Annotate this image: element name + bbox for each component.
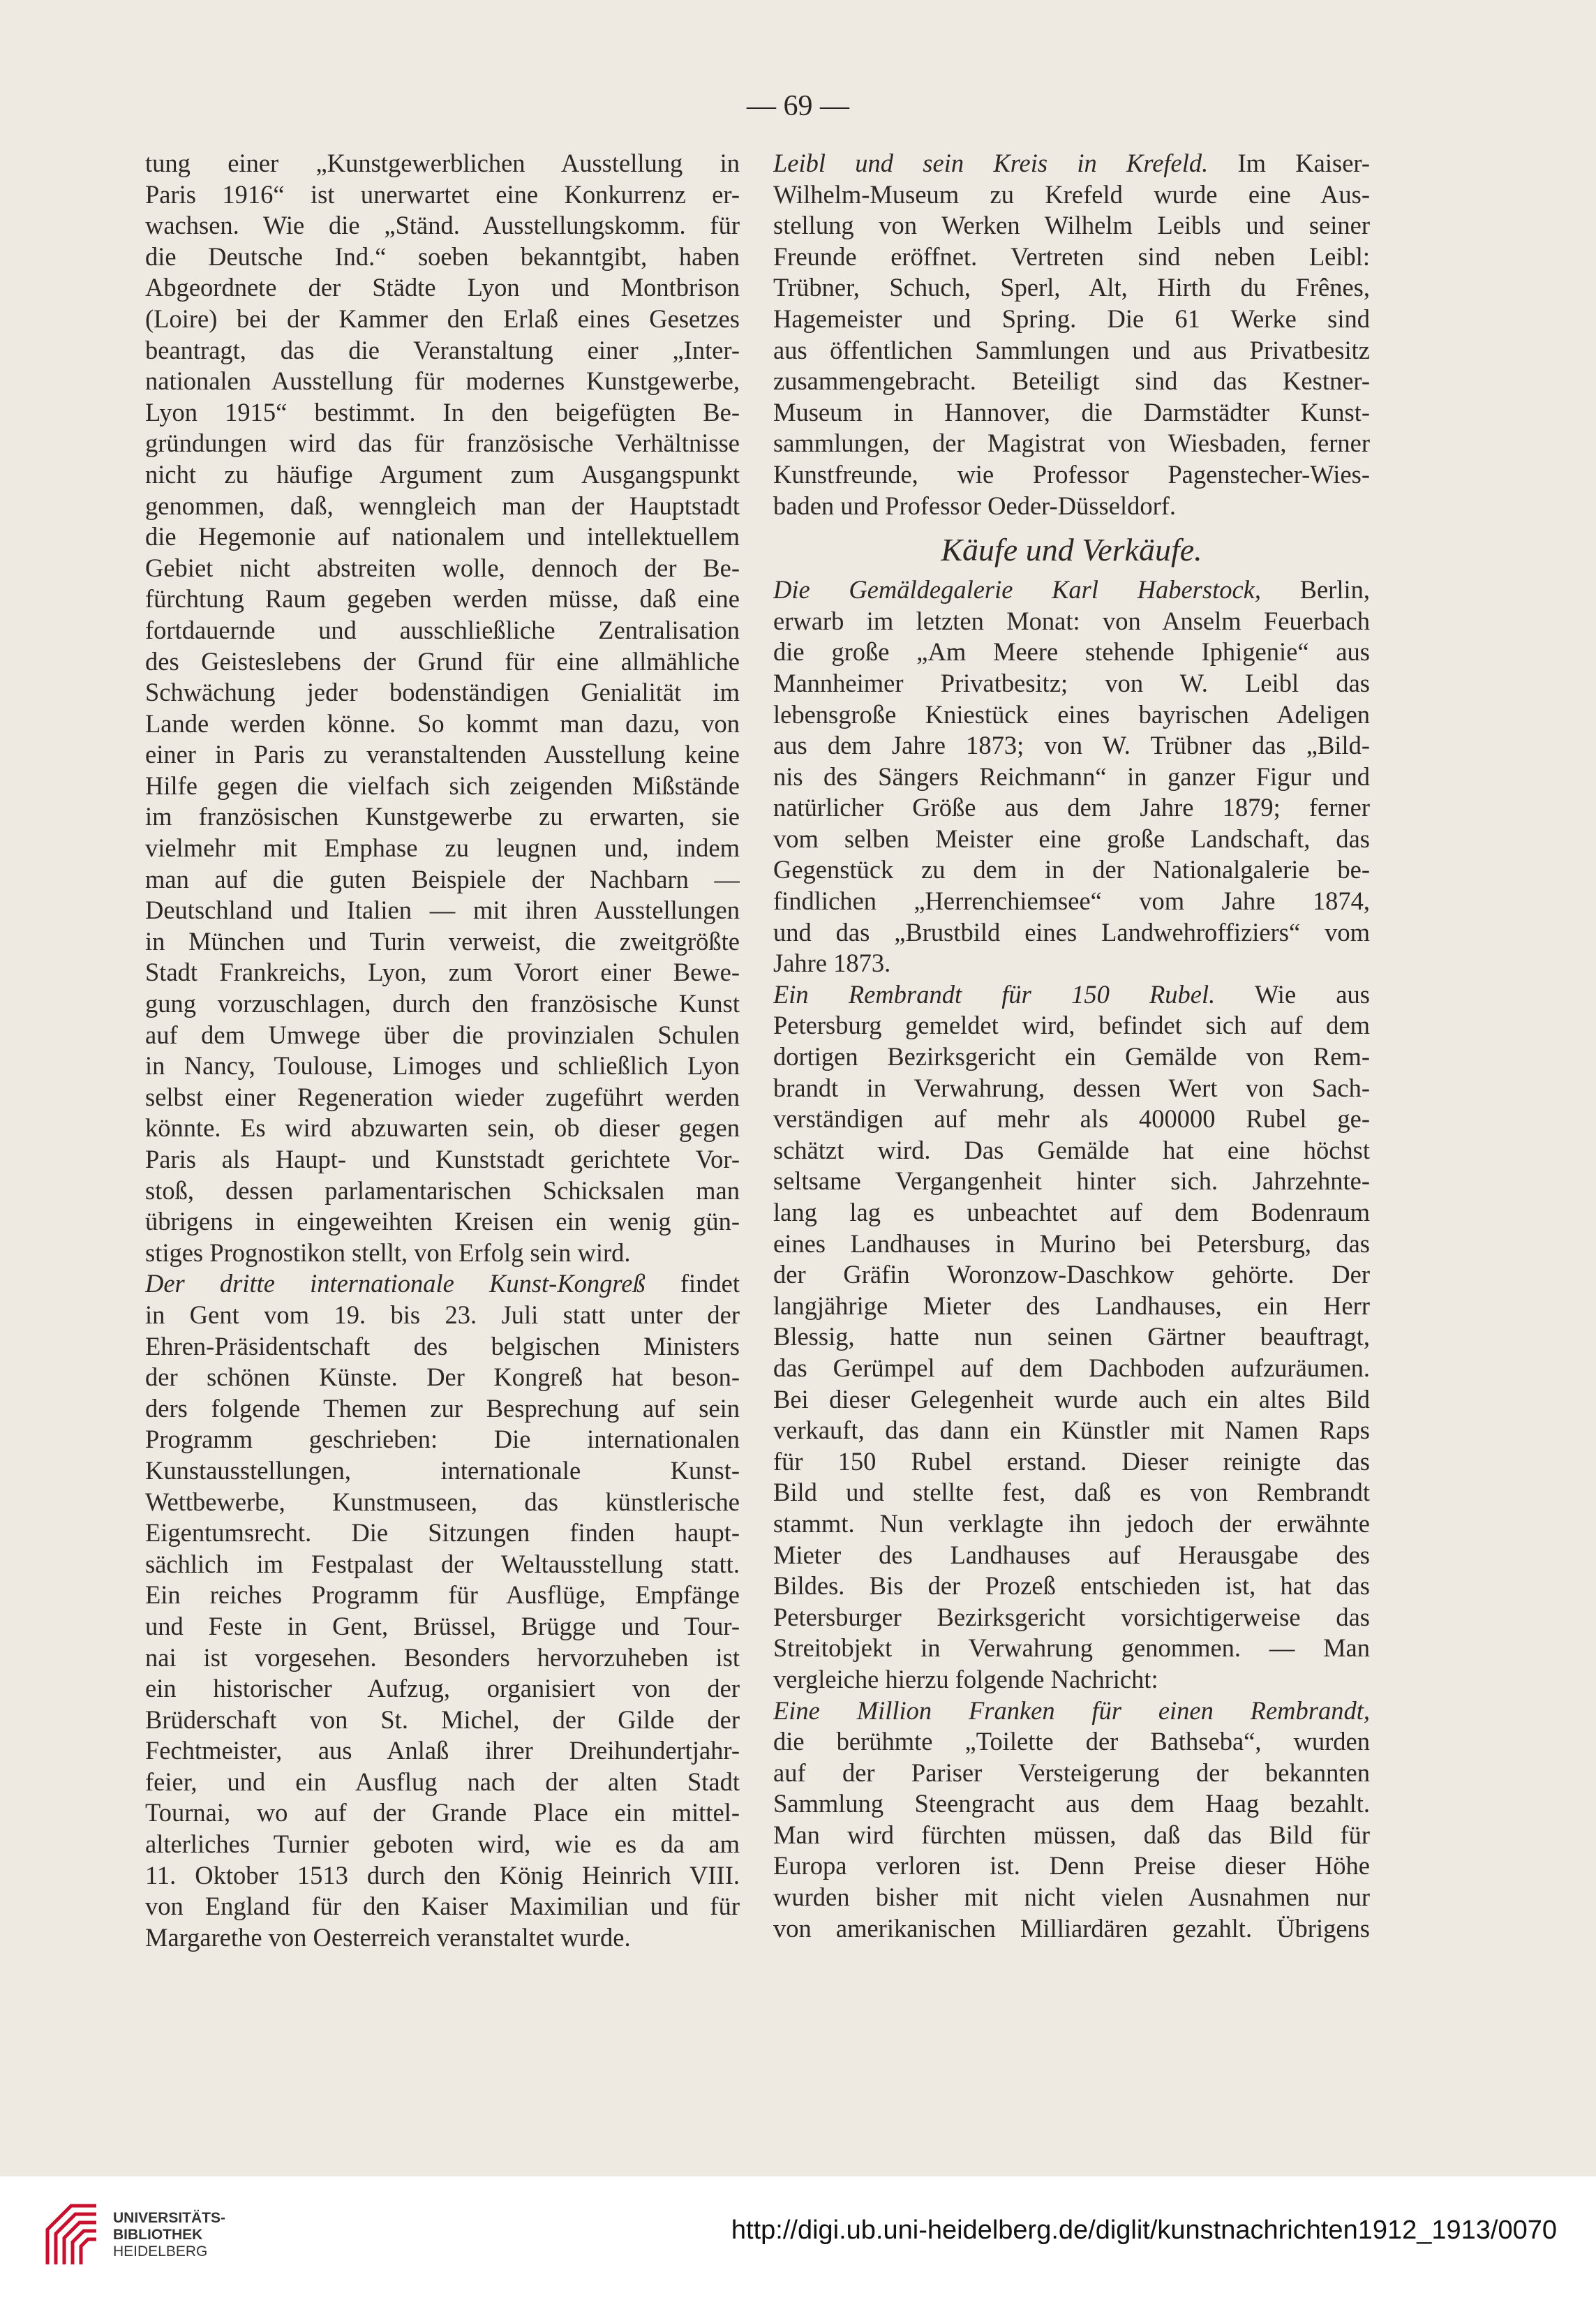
text-line: Leibl und sein Kreis in Krefeld. Im Kaiser-: [773, 149, 1370, 177]
text-line: tung einer „Kunstgewerblichen Ausstellung in: [145, 149, 740, 177]
article-lead-title: Ein Rembrandt für 150 Rubel.: [773, 979, 1216, 1009]
text-line: Die Gemäldegalerie Karl Haberstock, Berlin,: [773, 575, 1370, 604]
text-line: Bildes. Bis der Prozeß entschieden ist, hat das: [773, 1571, 1370, 1601]
text-line: lebensgroße Kniestück eines bayrischen Adeligen: [773, 699, 1370, 729]
text-line: Abgeordnete der Städte Lyon und Montbrison: [145, 273, 740, 302]
text-line: Museum in Hannover, die Darmstädter Kunst-: [773, 397, 1370, 426]
text-line: und das „Brustbild eines Landwehroffiziers“ vom: [773, 917, 1370, 947]
library-name: [113, 2210, 225, 2260]
text-line: gründungen wird das für französische Verhältnisse: [145, 429, 740, 458]
text-line: Ein reiches Programm für Ausflüge, Empfänge: [145, 1580, 740, 1610]
text-line: Paris als Haupt- und Kunststadt gerichtete Vor-: [145, 1145, 740, 1173]
ub-heidelberg-logo-icon: [43, 2202, 100, 2269]
text-line: Lande werden könne. So kommt man dazu, von: [145, 708, 740, 738]
text-line: die berühmte „Toilette der Bathseba“, wurden: [773, 1727, 1370, 1756]
text-line: Mannheimer Privatbesitz; von W. Leibl das: [773, 668, 1370, 697]
footer-bar: [0, 2176, 1596, 2300]
article-lead-title: Leibl und sein Kreis in Krefeld.: [773, 149, 1209, 177]
text-line: Schwächung jeder bodenständigen Genialität im: [145, 678, 740, 707]
text-line: stellung von Werken Wilhelm Leibls und seiner: [773, 211, 1370, 240]
library-name-line-1: UNIVERSITÄTS-: [113, 2210, 226, 2226]
library-name-line-2: BIBLIOTHEK: [113, 2227, 203, 2243]
text-line: alterliches Turnier geboten wird, wie es da am: [145, 1830, 740, 1859]
text-line: Hagemeister und Spring. Die 61 Werke sind: [773, 304, 1370, 333]
text-line: seltsame Vergangenheit hinter sich. Jahrzehnte-: [773, 1166, 1370, 1196]
text-line: die große „Am Meere stehende Iphigenie“ aus: [773, 637, 1370, 667]
text-line: man auf die guten Beispiele der Nachbarn —: [145, 864, 740, 893]
text-line: Stadt Frankreichs, Lyon, zum Vorort einer Bewe-: [145, 958, 740, 987]
text-line: fortdauernde und ausschließliche Zentralisation: [145, 615, 740, 644]
text-line: Blessig, hatte nun seinen Gärtner beauftragt,: [773, 1322, 1370, 1351]
text-line: langjährige Mieter des Landhauses, ein Herr: [773, 1291, 1370, 1320]
text-line: genommen, daß, wenngleich man der Hauptstadt: [145, 491, 740, 520]
article-lead-title: Eine Million Franken für einen Rembrandt,: [773, 1696, 1370, 1725]
page-number: — 69 —: [747, 90, 849, 122]
text-line: vergleiche hierzu folgende Nachricht:: [773, 1664, 1158, 1693]
library-name-line-3: HEIDELBERG: [113, 2243, 208, 2260]
text-line: verständigen auf mehr als 400000 Rubel ge-: [773, 1104, 1370, 1134]
text-line: Paris 1916“ ist unerwartet eine Konkurrenz er-: [145, 179, 740, 209]
text-line: Eigentumsrecht. Die Sitzungen finden haupt-: [145, 1518, 740, 1548]
text-line: vom selben Meister eine große Landschaft, das: [773, 824, 1370, 853]
text-line: 11. Oktober 1513 durch den König Heinrich VIII.: [145, 1860, 740, 1890]
text-line: Lyon 1915“ bestimmt. In den beigefügten Be-: [145, 397, 740, 426]
text-line: (Loire) bei der Kammer den Erlaß eines Gesetzes: [145, 304, 740, 333]
text-line: Bild und stellte fest, daß es von Rembrandt: [773, 1478, 1370, 1507]
text-line: wachsen. Wie die „Ständ. Ausstellungskomm. für: [145, 211, 740, 240]
text-line: nationalen Ausstellung für modernes Kunstgewerbe,: [145, 366, 740, 396]
text-line: Freunde eröffnet. Vertreten sind neben Leibl:: [773, 242, 1370, 271]
text-line: Bei dieser Gelegenheit wurde auch ein altes Bild: [773, 1384, 1370, 1414]
source-url-link[interactable]: http://digi.ub.uni-heidelberg.de/diglit/kunstnachrichten1912_1913/0070: [731, 2216, 1557, 2245]
text-line: nai ist vorgesehen. Besonders hervorzuheben ist: [145, 1642, 740, 1672]
text-line: in Nancy, Toulouse, Limoges und schließlich Lyon: [145, 1051, 740, 1081]
article-lead-title: Die Gemäldegalerie Karl Haberstock,: [773, 575, 1262, 604]
text-line: Kunstfreunde, wie Professor Pagenstecher-Wies-: [773, 459, 1370, 489]
text-line: nis des Sängers Reichmann“ in ganzer Figur und: [773, 762, 1370, 791]
text-line: verkauft, das dann ein Künstler mit Namen Raps: [773, 1416, 1370, 1445]
text-line: Man wird fürchten müssen, daß das Bild für: [773, 1820, 1370, 1849]
text-line: Tournai, wo auf der Grande Place ein mittel-: [145, 1798, 740, 1827]
text-line: natürlicher Größe aus dem Jahre 1879; ferner: [773, 793, 1370, 822]
text-line: Ehren-Präsidentschaft des belgischen Ministers: [145, 1331, 740, 1360]
text-line: [773, 1696, 1370, 1727]
text-line: erwarb im letzten Monat: von Anselm Feuerbach: [773, 606, 1370, 635]
text-line: die Hegemonie auf nationalem und intellektuellem: [145, 522, 740, 551]
text-line: Europa verloren ist. Denn Preise dieser Höhe: [773, 1851, 1370, 1880]
text-line: auf der Pariser Versteigerung der bekannten: [773, 1758, 1370, 1787]
text-line: Margarethe von Oesterreich veranstaltet wurde.: [145, 1922, 631, 1952]
text-line: die Deutsche Ind.“ soeben bekanntgibt, haben: [145, 242, 740, 271]
text-line: lang lag es unbeachtet auf dem Bodenraum: [773, 1198, 1370, 1226]
text-line: von amerikanischen Milliardären gezahlt. Übrigens: [773, 1913, 1370, 1943]
text-line: beantragt, das die Veranstaltung einer „Inter-: [145, 335, 740, 364]
text-line: stammt. Nun verklagte ihn jedoch der erwähnte: [773, 1508, 1370, 1538]
text-line: Gebiet nicht abstreiten wolle, dennoch der Be-: [145, 553, 740, 582]
text-line: der Gräfin Woronzow-Daschkow gehörte. Der: [773, 1260, 1370, 1289]
text-line: fürchtung Raum gegeben werden müsse, daß eine: [145, 584, 740, 614]
text-line: Petersburg gemeldet wird, befindet sich auf dem: [773, 1011, 1370, 1040]
text-line: Ein Rembrandt für 150 Rubel. Wie aus: [773, 979, 1370, 1009]
article-lead-title: Der dritte internationale Kunst-Kongreß: [145, 1269, 646, 1298]
text-line: Deutschland und Italien — mit ihren Ausstellungen: [145, 896, 740, 925]
text-line: in Gent vom 19. bis 23. Juli statt unter der: [145, 1300, 740, 1329]
text-line: Jahre 1873.: [773, 949, 891, 978]
left-text-column: [145, 148, 740, 1953]
text-line: sächlich im Festpalast der Weltausstellung statt.: [145, 1549, 740, 1578]
text-line: Wettbewerbe, Kunstmuseen, das künstlerische: [145, 1487, 740, 1516]
text-line: von England für den Kaiser Maximilian und für: [145, 1892, 740, 1921]
text-line: Gegenstück zu dem in der Nationalgalerie be-: [773, 855, 1370, 884]
text-line: Mieter des Landhauses auf Herausgabe des: [773, 1540, 1370, 1569]
text-line: Sammlung Steengracht aus dem Haag bezahlt.: [773, 1789, 1370, 1818]
text-line: für 150 Rubel erstand. Dieser reinigte das: [773, 1446, 1370, 1476]
text-line: ein historischer Aufzug, organisiert von der: [145, 1674, 740, 1703]
text-line: schätzt wird. Das Gemälde hat eine höchst: [773, 1135, 1370, 1164]
text-line: einer in Paris zu veranstaltenden Ausstellung keine: [145, 740, 740, 769]
text-line: in München und Turin verweist, die zweitgrößte: [145, 926, 740, 956]
text-line: Hilfe gegen die vielfach sich zeigenden Mißstände: [145, 771, 740, 800]
text-line: Petersburger Bezirksgericht vorsichtigerweise das: [773, 1602, 1370, 1631]
text-line: dortigen Bezirksgericht ein Gemälde von Rem-: [773, 1042, 1370, 1071]
text-line: übrigens in eingeweihten Kreisen ein wenig gün-: [145, 1207, 740, 1236]
text-line: Trübner, Schuch, Sperl, Alt, Hirth du Frênes,: [773, 273, 1370, 302]
text-line: eines Landhauses in Murino bei Petersburg, das: [773, 1229, 1370, 1258]
text-line: könnte. Es wird abzuwarten sein, ob dieser gegen: [145, 1113, 740, 1143]
text-line: stiges Prognostikon stellt, von Erfolg sein wird.: [145, 1238, 631, 1267]
text-line: brandt in Verwahrung, dessen Wert von Sach-: [773, 1073, 1370, 1102]
text-line: des Geisteslebens der Grund für eine allmähliche: [145, 646, 740, 676]
text-line: im französischen Kunstgewerbe zu erwarten, sie: [145, 802, 740, 831]
text-line: sammlungen, der Magistrat von Wiesbaden, ferner: [773, 429, 1370, 458]
text-line: Kunstausstellungen, internationale Kunst-: [145, 1455, 740, 1485]
text-line: auf dem Umwege über die provinzialen Schulen: [145, 1020, 740, 1049]
text-line: findlichen „Herrenchiemsee“ vom Jahre 1874,: [773, 886, 1370, 916]
text-line: ders folgende Themen zur Besprechung auf sein: [145, 1393, 740, 1423]
text-line: zusammengebracht. Beteiligt sind das Kestner-: [773, 366, 1370, 396]
text-line: baden und Professor Oeder-Düsseldorf.: [773, 491, 1177, 520]
text-line: stoß, dessen parlamentarischen Schicksalen man: [145, 1175, 740, 1205]
text-line: Fechtmeister, aus Anlaß ihrer Dreihundertjahr-: [145, 1736, 740, 1765]
section-heading: Käufe und Verkäufe.: [941, 532, 1202, 568]
text-line: Der dritte internationale Kunst-Kongreß findet: [145, 1269, 740, 1298]
text-line: vielmehr mit Emphase zu leugnen und, indem: [145, 833, 740, 863]
right-text-column: [773, 148, 1370, 1944]
text-line: aus dem Jahre 1873; von W. Trübner das „Bild-: [773, 731, 1370, 760]
text-line: aus öffentlichen Sammlungen und aus Privatbesitz: [773, 335, 1370, 364]
text-line: Programm geschrieben: Die internationalen: [145, 1425, 740, 1454]
text-line: wurden bisher mit nicht vielen Ausnahmen nur: [773, 1883, 1370, 1912]
text-line: selbst einer Regeneration wieder zugeführt werden: [145, 1082, 740, 1111]
text-line: und Feste in Gent, Brüssel, Brügge und Tour-: [145, 1611, 740, 1640]
text-line: der schönen Künste. Der Kongreß hat beson-: [145, 1363, 740, 1392]
text-line: das Gerümpel auf dem Dachboden aufzuräumen.: [773, 1353, 1370, 1382]
text-line: Wilhelm-Museum zu Krefeld wurde eine Aus-: [773, 179, 1370, 209]
text-line: feier, und ein Ausflug nach der alten Stadt: [145, 1767, 740, 1796]
text-line: Streitobjekt in Verwahrung genommen. — Man: [773, 1633, 1370, 1663]
text-line: nicht zu häufige Argument zum Ausgangspunkt: [145, 459, 740, 489]
text-line: Brüderschaft von St. Michel, der Gilde der: [145, 1705, 740, 1734]
text-line: gung vorzuschlagen, durch den französische Kunst: [145, 989, 740, 1018]
